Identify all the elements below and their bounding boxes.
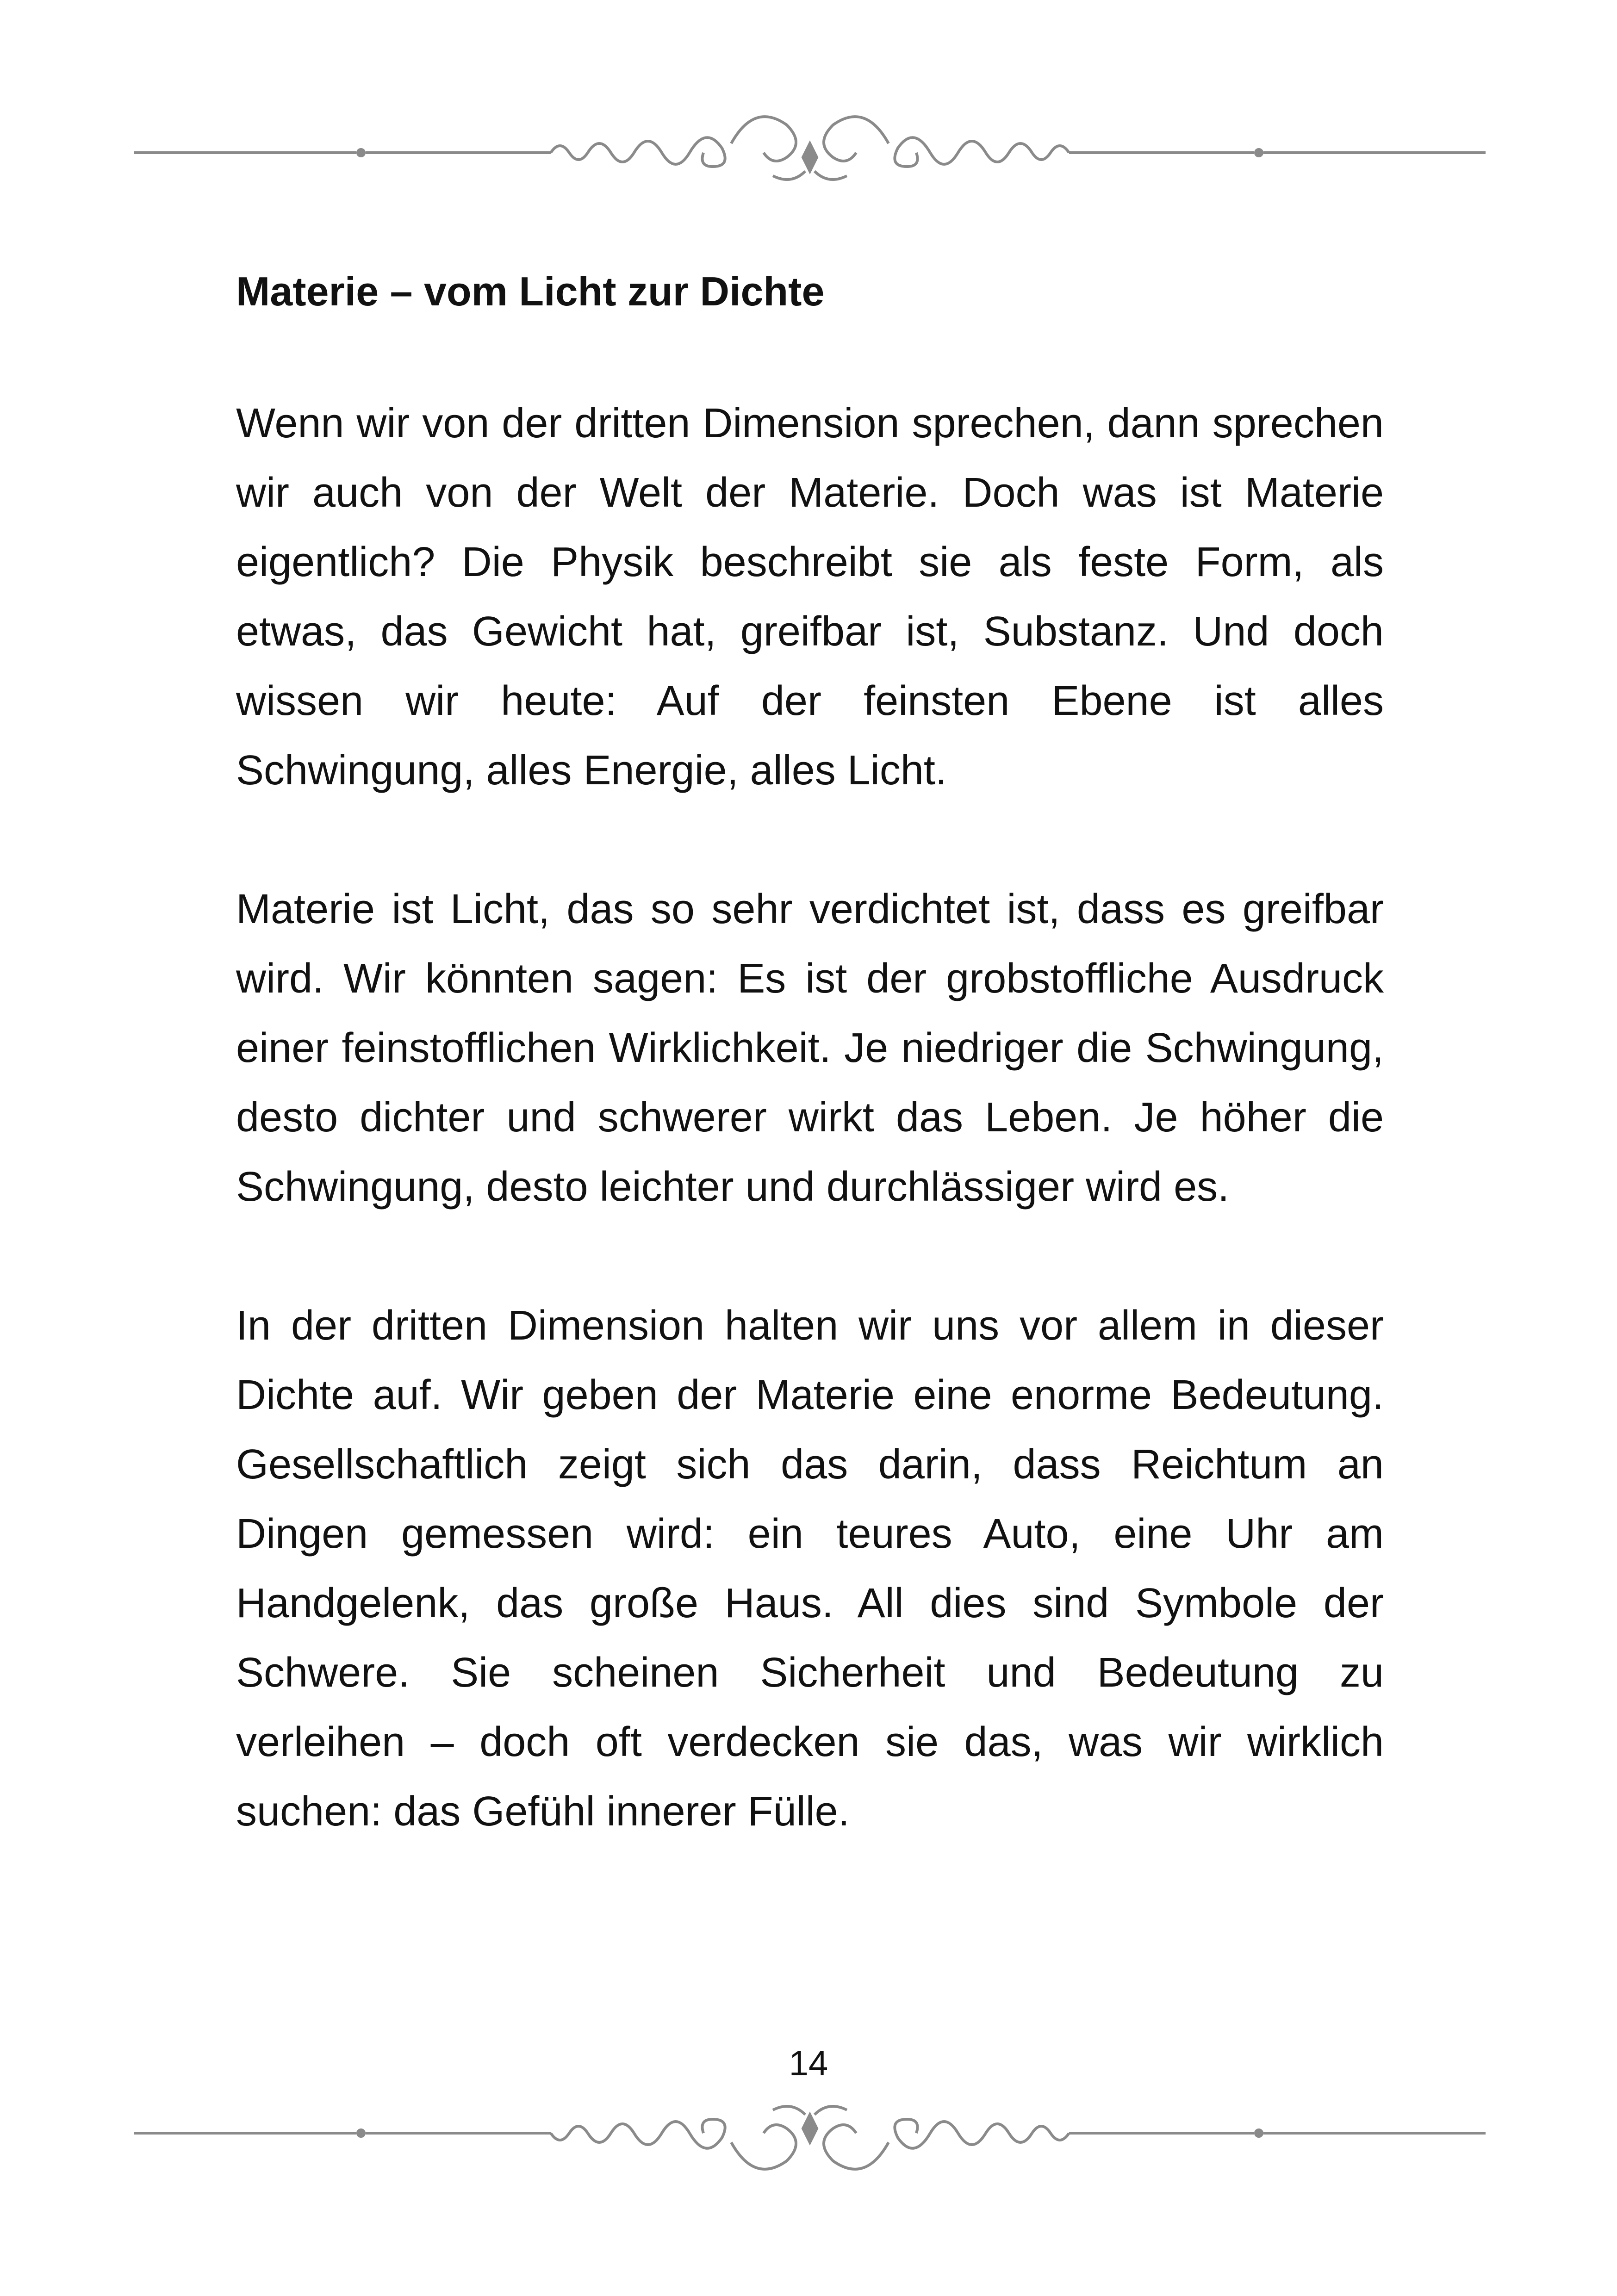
page-number: 14 <box>789 2044 828 2083</box>
paragraph-2: Materie ist Licht, das so sehr verdichtet ist, dass es greifbar wird. Wir könnten sagen: Es ist der grobstoffliche Ausdruck einer feinstofflichen Wirklichkeit. Je niedriger die Schwingung, desto dichter und schwerer wirkt das Leben. Je höher die Schwingung, desto leichter und durchlässiger wird es. <box>236 886 1384 1210</box>
bottom-ornament-divider <box>134 2087 1486 2179</box>
paragraph-3: In der dritten Dimension halten wir uns vor allem in dieser Dichte auf. Wir geben der Materie eine enorme Bedeutung. Gesellschaftlich zeigt sich das darin, dass Reichtum an Dingen gemessen wird: ein teures Auto, eine Uhr am Handgelenk, das große Haus. All dies sind Symbole der Schwere. Sie scheinen Sicherheit und Bedeutung zu verleihen – doch oft verdecken sie das, was wir wirklich suchen: das Gefühl innerer Fülle. <box>236 1303 1384 1835</box>
paragraph-1: Wenn wir von der dritten Dimension sprechen, dann sprechen wir auch von der Welt der Materie. Doch was ist Materie eigentlich? Die Physik beschreibt sie als feste Form, als etwas, das Gewicht hat, greifbar ist, Substanz. Und doch wissen wir heute: Auf der feinsten Ebene ist alles Schwingung, alles Energie, alles Licht. <box>236 400 1384 794</box>
section-heading: Materie – vom Licht zur Dichte <box>236 268 825 314</box>
page-content <box>236 264 1384 1916</box>
top-ornament-divider <box>134 106 1486 199</box>
